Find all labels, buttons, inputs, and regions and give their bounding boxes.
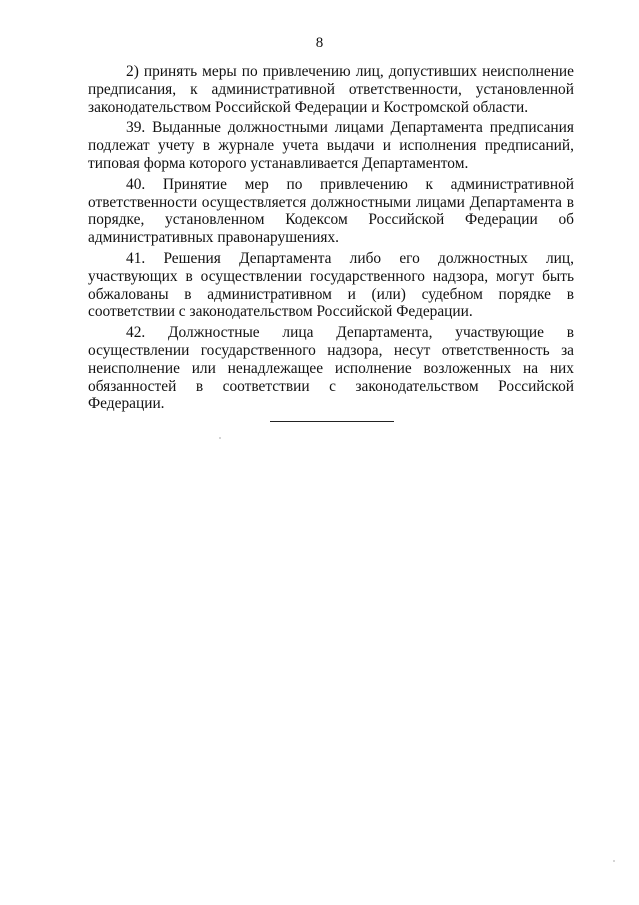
paragraph-41: 41. Решения Департамента либо его должностных лиц, участвующих в осуществлении государственного надзора, могут быть обжалованы в административном и (или) судебном порядке в соответствии с законодательством Российской Федерации. xyxy=(88,249,574,321)
document-body xyxy=(88,63,574,416)
paragraph-40: 40. Принятие мер по привлечению к административной ответственности осуществляется должностными лицами Департамента в порядке, установленном Кодексом Российской Федерации об административных правонарушениях. xyxy=(88,175,574,247)
end-separator-line xyxy=(270,421,394,422)
scan-speck xyxy=(613,860,615,862)
paragraph-39: 39. Выданные должностными лицами Департамента предписания подлежат учету в журнале учета выдачи и исполнения предписаний, типовая форма которого устанавливается Департаментом. xyxy=(88,119,574,172)
paragraph-item-2: 2) принять меры по привлечению лиц, допустивших неисполнение предписания, к административной ответственности, установленной законодательством Российской Федерации и Костромской области. xyxy=(88,63,574,116)
scan-speck xyxy=(219,437,221,439)
page-number: 8 xyxy=(315,35,324,51)
paragraph-42: 42. Должностные лица Департамента, участвующие в осуществлении государственного надзора, несут ответственность за неисполнение или ненадлежащее исполнение возложенных на них обязанностей в соответствии с законодательством Российской Федерации. xyxy=(88,324,574,413)
